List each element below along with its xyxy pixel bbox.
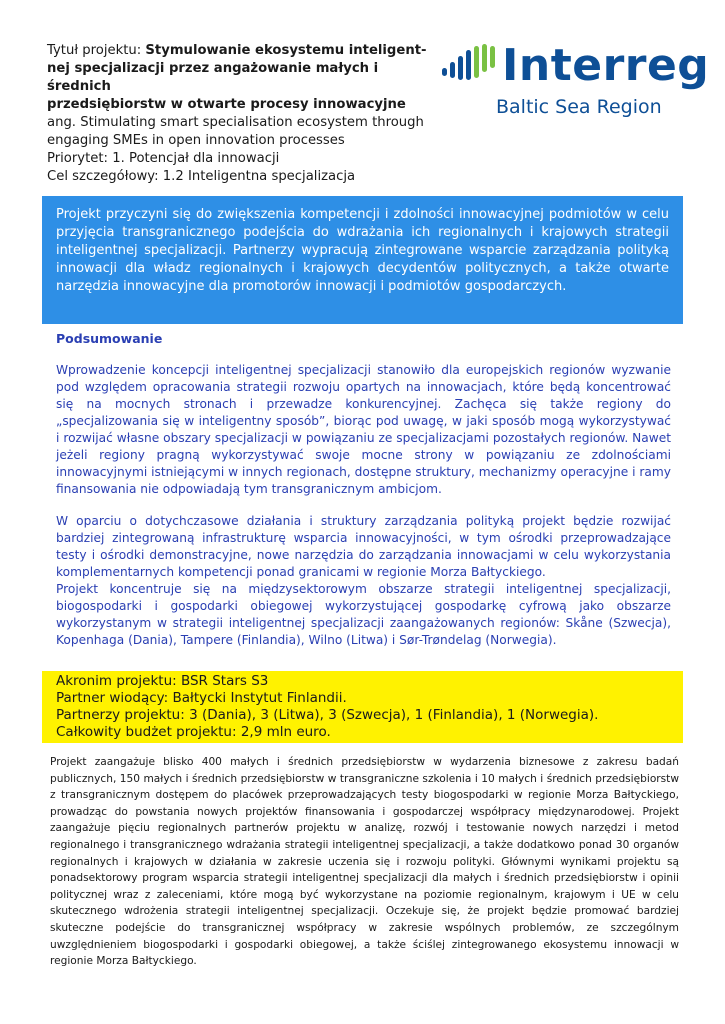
interreg-logo <box>440 40 710 130</box>
budget-line: Całkowity budżet projektu: 2,9 mln euro. <box>56 724 331 740</box>
project-header <box>47 42 437 186</box>
signal-bars-icon <box>440 40 510 90</box>
objective-line: Cel szczegółowy: 1.2 Inteligentna specjalizacja <box>47 169 356 184</box>
english-title-line-1: ang. Stimulating smart specialisation ecosystem through <box>47 115 424 130</box>
summary-heading: Podsumowanie <box>56 331 163 346</box>
title-line-3: przedsiębiorstw w otwarte procesy innowacyjne <box>47 97 406 112</box>
title-label: Tytuł projektu: <box>47 43 146 58</box>
title-line-2: nej specjalizacji przez angażowanie małych i średnich <box>47 61 379 94</box>
partners-line: Partnerzy projektu: 3 (Dania), 3 (Litwa), 3 (Szwecja), 1 (Finlandia), 1 (Norwegia). <box>56 707 599 723</box>
summary-section <box>56 330 671 649</box>
project-facts-box <box>42 671 683 743</box>
summary-paragraph-1: Wprowadzenie koncepcji inteligentnej specjalizacji stanowiło dla europejskich regionów wyzwanie pod względem opracowania strategii rozwoju opartych na innowacjach, które będą koncentrować się na mocnych stronach i przewadze konkurencyjnej. Zachęca się także regiony do „specjalizowania się w inteligentny sposób”, biorąc pod uwagę, w jaki sposób mogą wykorzystywać i rozwijać własne obszary specjalizacji w powiązaniu ze specjalizacjami pozostałych regionów. Nawet jeżeli regiony pragną wykorzystywać swoje mocne strony w powiązaniu ze zdolnościami innowacyjnymi istniejącymi w innych regionach, dostępne struktury, mechanizmy operacyjne i ramy finansowania nie odpowiadają tym transgranicznym ambicjom. <box>56 363 671 496</box>
body-text: Projekt zaangażuje blisko 400 małych i średnich przedsiębiorstw w wydarzenia biznesowe z zakresu badań publicznych, 150 małych i średnich przedsiębiorstw w transgraniczne szkolenia i 10 małych i średnich przedsiębiorstw z transgranicznym dostępem do placówek przeprowadzających testy biogospodarki w regionie Morza Bałtyckiego, prowadząc do powstania nowych projektów finansowania i gospodarczej współpracy międzynarodowej. Projekt zaangażuje pięciu regionalnych partnerów projektu w analizę, rozwój i testowanie nowych narzędzi i metod regionalnego i transgranicznego wdrażania strategii inteligentnej specjalizacji, a także dodatkowo ponad 30 organów regionalnych i krajowych w działania w zakresie uczenia się i rozwoju polityki. Głównymi wynikami projektu są ponadsektorowy program wsparcia strategii inteligentnej specjalizacji dla małych i średnich przedsiębiorstw i opinii politycznej wraz z zaleceniami, które mogą być wykorzystane na poziomie regionalnym, krajowym i UE w celu skutecznego wdrożenia strategii inteligentnej specjalizacji. Oczekuje się, że projekt będzie promować bardziej skuteczne podejście do transgranicznej współpracy w zakresie wspólnych problemów, ze szczególnym uwzględnieniem biogospodarki i gospodarki obiegowej, a także ściślej zintegrowanego ekosystemu innowacji w regionie Morza Bałtyckiego. <box>50 756 679 968</box>
logo-region: Baltic Sea Region <box>496 96 662 118</box>
lead-partner-line: Partner wiodący: Bałtycki Instytut Finlandii. <box>56 690 347 706</box>
priority-line: Priorytet: 1. Potencjał dla innowacji <box>47 151 280 166</box>
intro-box <box>42 196 683 324</box>
title-line-1 <box>47 42 437 60</box>
title-text-1: Stymulowanie ekosystemu inteligent- <box>145 43 427 58</box>
logo-wordmark: Interreg <box>502 40 710 91</box>
english-title-line-2: engaging SMEs in open innovation processes <box>47 133 345 148</box>
acronym-line: Akronim projektu: BSR Stars S3 <box>56 673 269 689</box>
summary-paragraph-3: Projekt koncentruje się na międzysektorowym obszarze strategii inteligentnej specjalizacji, biogospodarki i gospodarki obiegowej wykorzystującej gospodarkę cyfrową jako obszarze wykorzystanym w strategii inteligentnej specjalizacji zaangażowanych regionów: Skåne (Szwecja), Kopenhaga (Dania), Tampere (Finlandia), Wilno (Litwa) i Sør-Trøndelag (Norwegia). <box>56 582 671 647</box>
summary-paragraph-2: W oparciu o dotychczasowe działania i struktury zarządzania polityką projekt będzie rozwijać bardziej zintegrowaną infrastrukturę wsparcia innowacyjności, w tym ośrodki przeprowadzające testy i ośrodki demonstracyjne, nowe narzędzia do zarządzania innowacjami w celu wykorzystania komplementarnych kompetencji ponad granicami w regionie Morza Bałtyckiego. <box>56 514 671 579</box>
intro-text: Projekt przyczyni się do zwiększenia kompetencji i zdolności innowacyjnej podmiotów w celu przyjęcia transgranicznego podejścia do wdrażania ich regionalnych i krajowych strategii inteligentnej specjalizacji. Partnerzy wypracują zintegrowane wsparcie zarządzania polityką innowacji dla władz regionalnych i krajowych decydentów politycznych, a także otwarte narzędzia innowacyjne dla promotorów innowacji i podmiotów gospodarczych. <box>56 207 669 294</box>
